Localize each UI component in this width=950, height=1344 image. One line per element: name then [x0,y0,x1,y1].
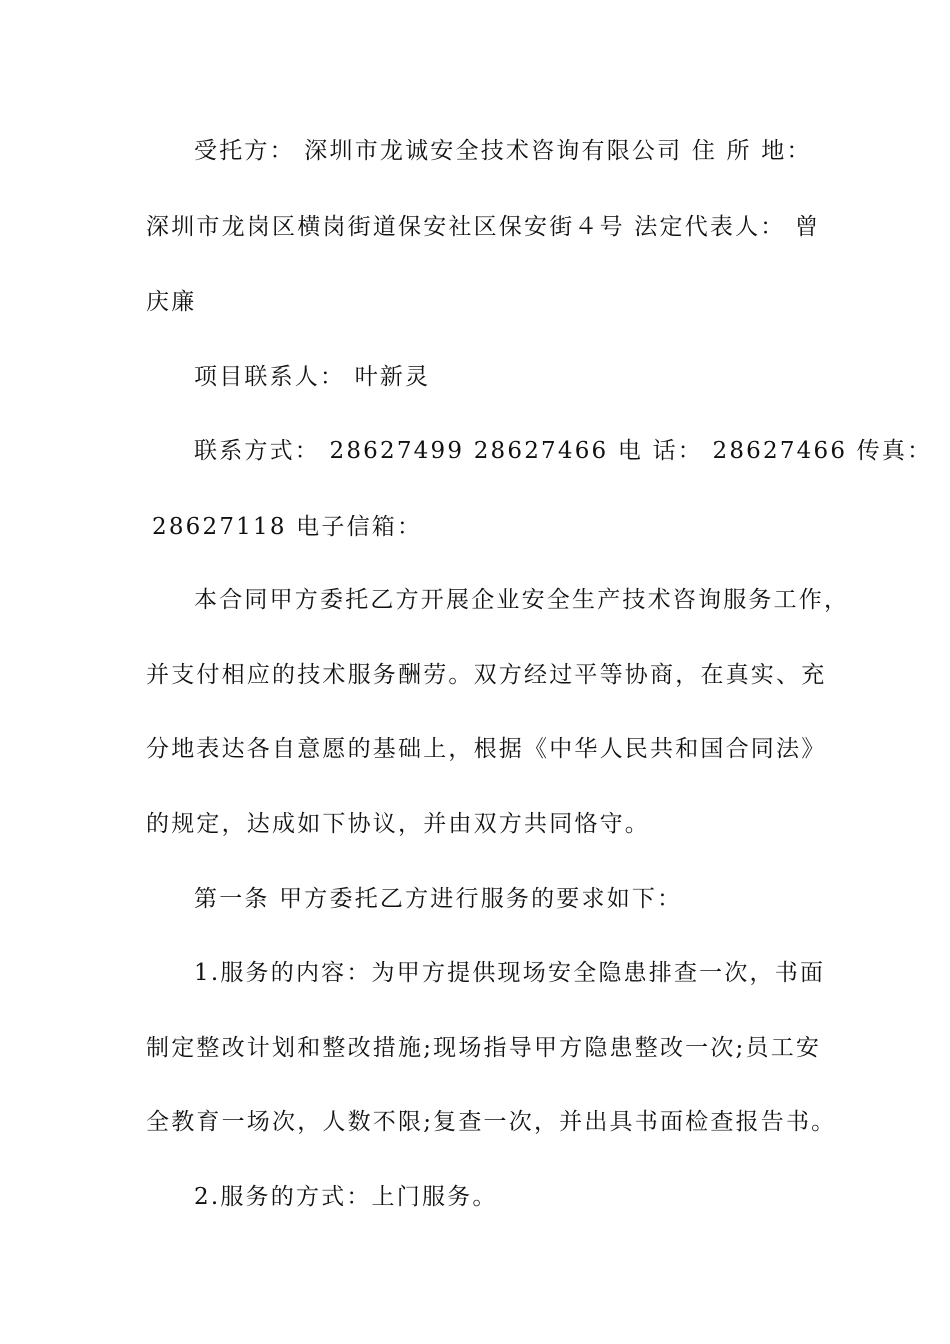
contract-intro-line-2: 并支付相应的技术服务酬劳。双方经过平等协商，在真实、充 [146,662,827,688]
service-method-line: 2.服务的方式：上门服务。 [194,1184,498,1210]
fax-email-line: 28627118 电子信箱： [152,514,423,540]
contract-intro-line-3: 分地表达各自意愿的基础上，根据《中华人民共和国合同法》 [146,736,827,762]
article-one-heading: 第一条 甲方委托乙方进行服务的要求如下： [194,886,683,912]
address-representative-line: 深圳市龙岗区横岗街道保安社区保安街４号 法定代表人： 曾 [146,214,821,240]
representative-name-line: 庆廉 [146,289,197,315]
service-content-line-2: 制定整改计划和整改措施;现场指导甲方隐患整改一次;员工安 [146,1035,822,1061]
service-content-line-1: 1.服务的内容：为甲方提供现场安全隐患排查一次，书面 [194,960,826,986]
contact-method-line: 联系方式： 28627499 28627466 电 话： 28627466 传真： [194,438,933,464]
contract-intro-line-1: 本合同甲方委托乙方开展企业安全生产技术咨询服务工作， [194,587,850,613]
trustee-line: 受托方： 深圳市龙诚安全技术咨询有限公司 住 所 地： [194,138,812,164]
contract-intro-line-4: 的规定，达成如下协议，并由双方共同恪守。 [146,811,650,837]
project-contact-line: 项目联系人： 叶新灵 [194,364,431,390]
service-content-line-3: 全教育一场次，人数不限;复查一次，并出具书面检查报告书。 [146,1109,837,1135]
